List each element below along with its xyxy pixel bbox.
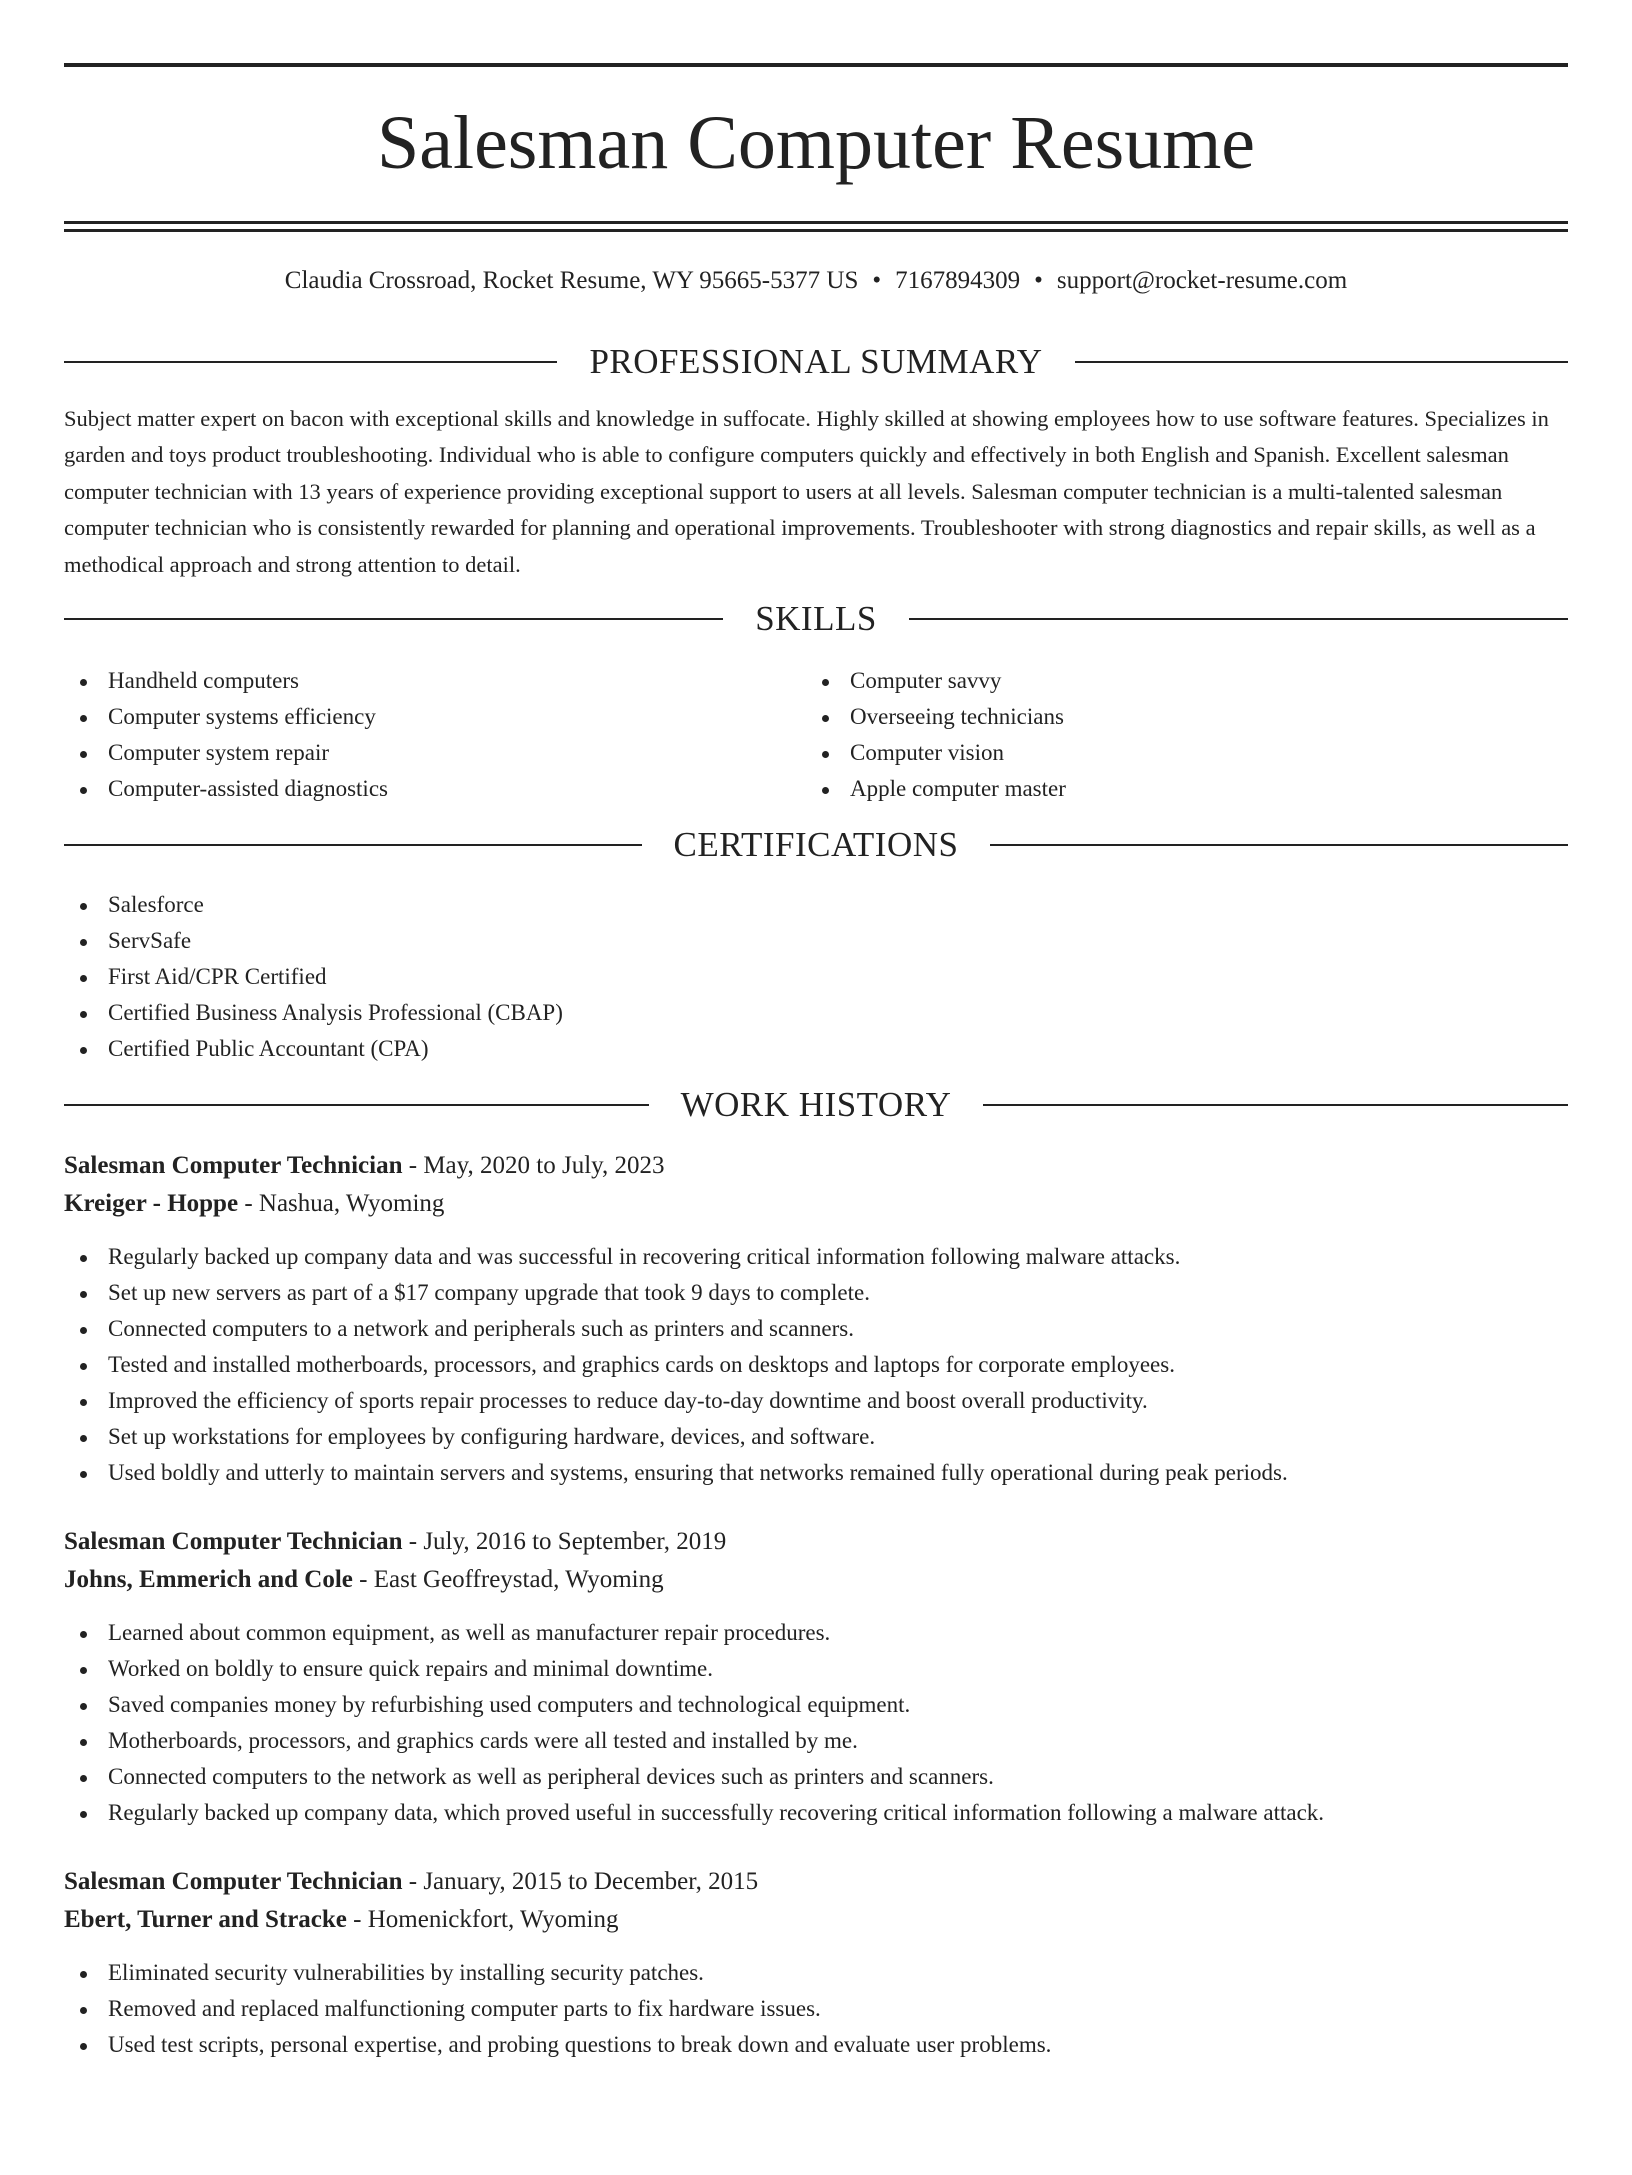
job-bullet: Connected computers to the network as well as peripheral devices such as printers and scanners. (64, 1759, 1568, 1795)
contact-address: Claudia Crossroad, Rocket Resume, WY 95665-5377 US (284, 267, 859, 294)
job-bullet: Regularly backed up company data, which proved useful in successfully recovering critical information following a malware attack. (64, 1795, 1568, 1831)
section-title-skills: SKILLS (755, 599, 877, 639)
job-entry (64, 1147, 1568, 1491)
job-title: Salesman Computer Technician (64, 1152, 403, 1180)
job-bullets (64, 1615, 1568, 1831)
job-bullet: Tested and installed motherboards, processors, and graphics cards on desktops and laptops for corporate employees. (64, 1347, 1568, 1383)
certifications-list (64, 887, 1568, 1067)
section-rule (64, 1104, 649, 1106)
job-bullet: Eliminated security vulnerabilities by installing security patches. (64, 1955, 1568, 1991)
job-company-line: Johns, Emmerich and Cole - East Geoffreystad, Wyoming (64, 1566, 664, 1594)
job-title-line: Salesman Computer Technician - July, 2016 to September, 2019 (64, 1528, 727, 1556)
top-rule (64, 63, 1568, 67)
skill-item: Computer savvy (806, 663, 1548, 699)
contact-separator: • (1034, 267, 1043, 294)
contact-email: support@rocket-resume.com (1056, 267, 1348, 294)
job-bullet: Set up new servers as part of a $17 company upgrade that took 9 days to complete. (64, 1275, 1568, 1311)
section-rule (990, 844, 1568, 846)
job-location: Homenickfort, Wyoming (367, 1906, 619, 1934)
contact-line (64, 266, 1568, 296)
certification-item: First Aid/CPR Certified (64, 959, 1568, 995)
job-bullet: Saved companies money by refurbishing used computers and technological equipment. (64, 1687, 1568, 1723)
certification-item: Certified Business Analysis Professional (CBAP) (64, 995, 1568, 1031)
section-header-summary (64, 342, 1568, 382)
page-title: Salesman Computer Resume (376, 101, 1256, 185)
skill-item: Apple computer master (806, 771, 1548, 807)
contact-phone: 7167894309 (895, 267, 1021, 294)
job-bullets (64, 1955, 1568, 2063)
job-bullet: Learned about common equipment, as well as manufacturer repair procedures. (64, 1615, 1568, 1651)
section-title-summary: PROFESSIONAL SUMMARY (589, 342, 1043, 381)
skills-grid (64, 663, 1568, 807)
section-rule (909, 618, 1568, 620)
job-title-line: Salesman Computer Technician - January, 2015 to December, 2015 (64, 1868, 759, 1896)
job-company: Kreiger - Hoppe (64, 1190, 239, 1218)
section-title-certifications: CERTIFICATIONS (673, 825, 959, 865)
job-entry (64, 1863, 1568, 2063)
section-rule (64, 361, 557, 363)
job-dates: May, 2020 to July, 2023 (423, 1152, 665, 1180)
certification-item: Certified Public Accountant (CPA) (64, 1031, 1568, 1067)
job-company: Johns, Emmerich and Cole (64, 1566, 353, 1594)
job-bullet: Removed and replaced malfunctioning computer parts to fix hardware issues. (64, 1991, 1568, 2027)
section-header-certifications (64, 825, 1568, 865)
section-rule (983, 1104, 1568, 1106)
job-title: Salesman Computer Technician (64, 1528, 403, 1556)
job-bullet: Improved the efficiency of sports repair processes to reduce day-to-day downtime and boost overall productivity. (64, 1383, 1568, 1419)
skill-item: Overseeing technicians (806, 699, 1548, 735)
job-company-line: Kreiger - Hoppe - Nashua, Wyoming (64, 1190, 445, 1218)
job-bullet: Used boldly and utterly to maintain servers and systems, ensuring that networks remained fully operational during peak periods. (64, 1455, 1568, 1491)
job-dates: January, 2015 to December, 2015 (423, 1868, 759, 1896)
certification-item: ServSafe (64, 923, 1568, 959)
job-company-line: Ebert, Turner and Stracke - Homenickfort, Wyoming (64, 1906, 619, 1934)
skills-list-right (806, 663, 1548, 807)
job-bullet: Used test scripts, personal expertise, and probing questions to break down and evaluate user problems. (64, 2027, 1568, 2063)
job-bullet: Regularly backed up company data and was successful in recovering critical information following malware attacks. (64, 1239, 1568, 1275)
job-location: East Geoffreystad, Wyoming (373, 1566, 664, 1594)
job-title: Salesman Computer Technician (64, 1868, 403, 1896)
resume-page (0, 63, 1632, 2175)
skill-item: Computer vision (806, 735, 1548, 771)
section-header-skills (64, 599, 1568, 639)
job-dates: July, 2016 to September, 2019 (423, 1528, 727, 1556)
section-rule (64, 618, 723, 620)
job-title-line: Salesman Computer Technician - May, 2020 to July, 2023 (64, 1152, 665, 1180)
skill-item: Handheld computers (64, 663, 806, 699)
job-bullet: Connected computers to a network and peripherals such as printers and scanners. (64, 1311, 1568, 1347)
section-title-work-history: WORK HISTORY (680, 1085, 952, 1125)
section-rule (1075, 361, 1568, 363)
skill-item: Computer-assisted diagnostics (64, 771, 806, 807)
contact-separator: • (872, 267, 882, 294)
job-bullet: Set up workstations for employees by configuring hardware, devices, and software. (64, 1419, 1568, 1455)
section-rule (64, 844, 642, 846)
job-bullets (64, 1239, 1568, 1491)
job-bullet: Worked on boldly to ensure quick repairs and minimal downtime. (64, 1651, 1568, 1687)
skill-item: Computer system repair (64, 735, 806, 771)
section-header-work-history (64, 1085, 1568, 1125)
job-entry (64, 1523, 1568, 1831)
job-bullet: Motherboards, processors, and graphics cards were all tested and installed by me. (64, 1723, 1568, 1759)
job-location: Nashua, Wyoming (258, 1190, 445, 1218)
title-double-rule (64, 221, 1568, 232)
certification-item: Salesforce (64, 887, 1568, 923)
skill-item: Computer systems efficiency (64, 699, 806, 735)
skills-list-left (64, 663, 806, 807)
summary-text: Subject matter expert on bacon with exceptional skills and knowledge in suffocate. Highly skilled at showing employees how to use software features. Specializes in garden and toys product troubleshooting. Individual who is able to configure computers quickly and effectively in both English and Spanish. Excellent salesman computer technician with 13 years of experience providing exceptional support to users at all levels. Salesman computer technician is a multi-talented salesman computer technician who is consistently rewarded for planning and operational improvements. Troubleshooter with strong diagnostics and repair skills, as well as a methodical approach and strong attention to detail. (64, 406, 1549, 577)
job-company: Ebert, Turner and Stracke (64, 1906, 347, 1934)
